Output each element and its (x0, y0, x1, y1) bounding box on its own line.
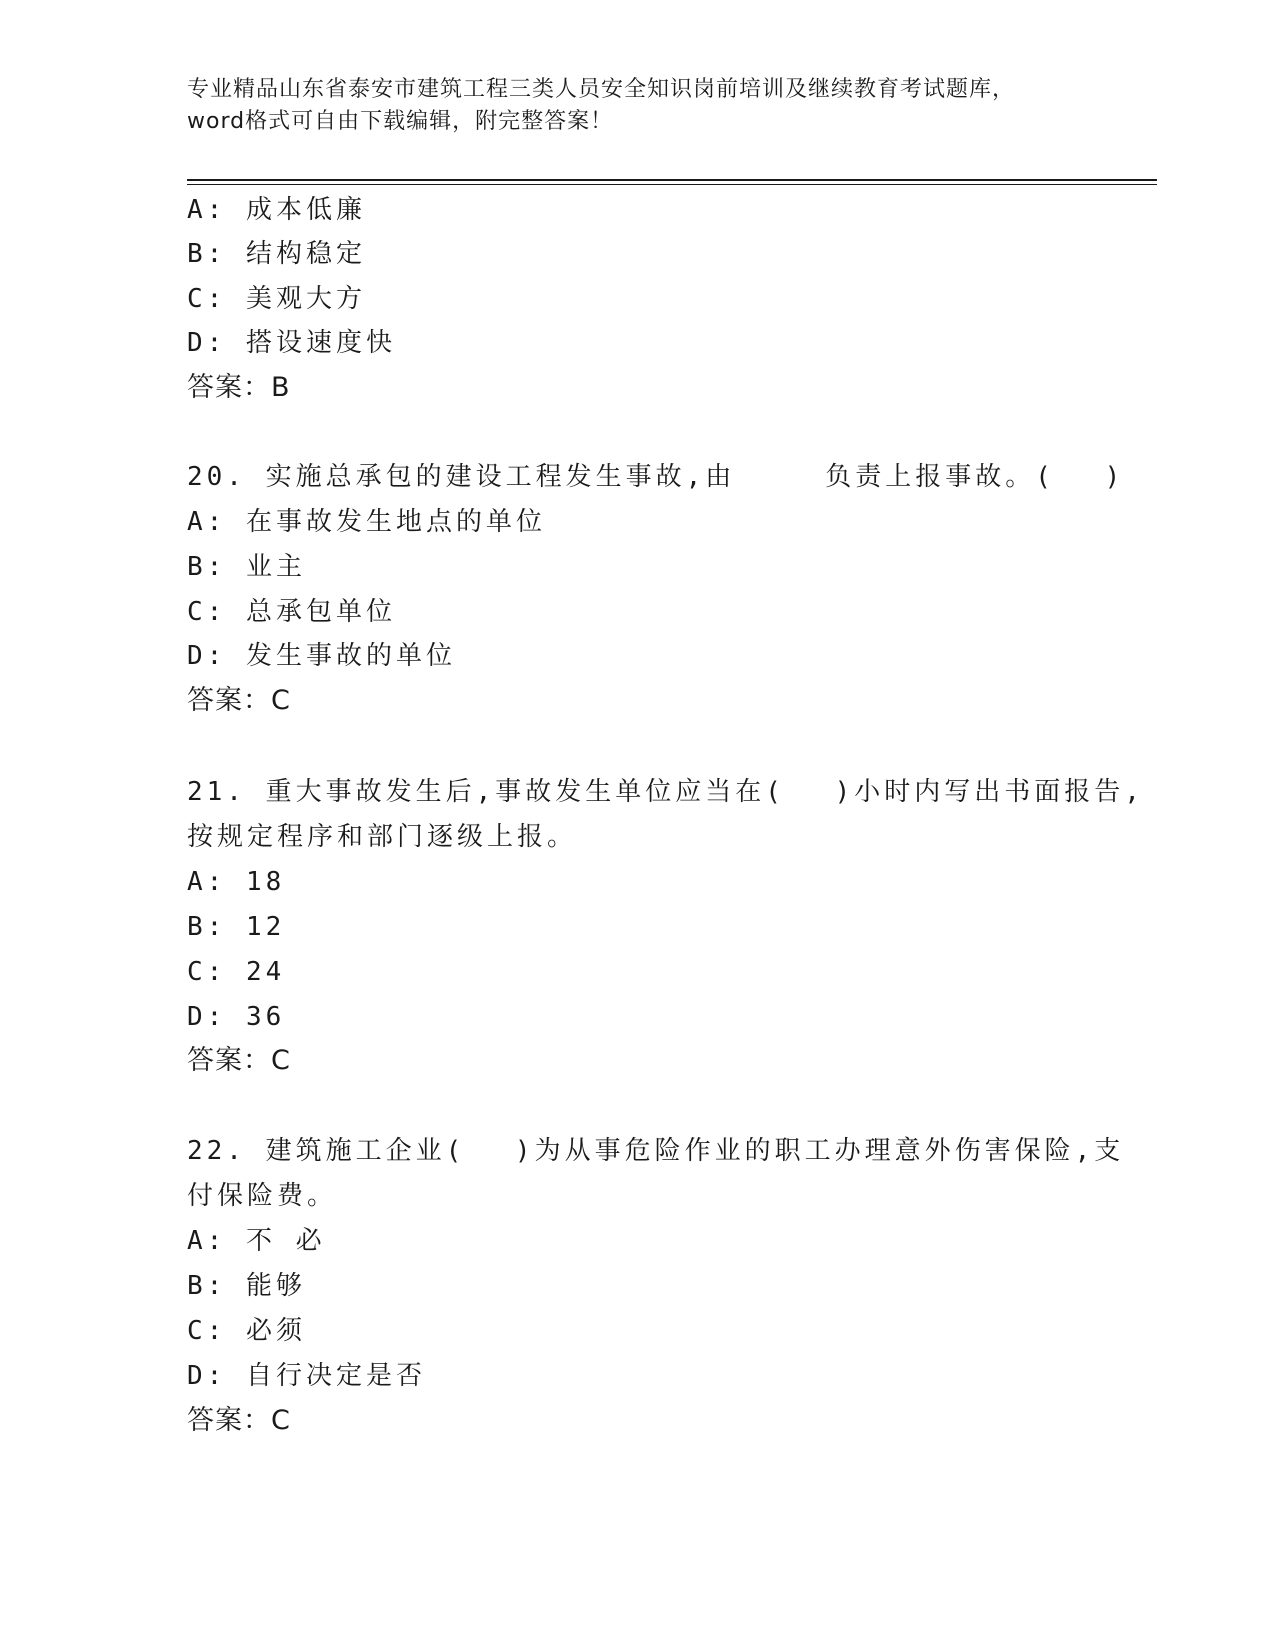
header-line-2: word格式可自由下载编辑，附完整答案！ (187, 109, 614, 134)
document-header (187, 74, 1087, 138)
header-line-1: 专业精品山东省泰安市建筑工程三类人员安全知识岗前培训及继续教育考试题库， (187, 77, 1016, 102)
option-d: D: 搭设速度快 (187, 328, 396, 358)
answer: 答案：C (187, 685, 291, 716)
option-a: A: 18 (187, 867, 286, 897)
header-divider-thin (187, 184, 1157, 185)
question-21-text-line-1: 21. 重大事故发生后,事故发生单位应当在( )小时内写出书面报告, (187, 777, 1144, 807)
option-c: C: 美观大方 (187, 284, 366, 314)
question-22-text-line-2: 付保险费。 (187, 1181, 338, 1211)
option-a: A: 成本低廉 (187, 195, 366, 225)
answer: 答案：B (187, 372, 291, 403)
option-c: C: 24 (187, 957, 286, 987)
option-b: B: 能够 (187, 1271, 306, 1301)
question-20-text: 20. 实施总承包的建设工程发生事故,由 负责上报事故。( ) (187, 462, 1125, 492)
option-d: D: 自行决定是否 (187, 1361, 426, 1391)
option-c: C: 必须 (187, 1316, 306, 1346)
answer: 答案：C (187, 1405, 291, 1436)
option-a: A: 在事故发生地点的单位 (187, 507, 546, 537)
option-d: D: 36 (187, 1002, 286, 1032)
option-b: B: 结构稳定 (187, 239, 366, 269)
question-22-text-line-1: 22. 建筑施工企业( )为从事危险作业的职工办理意外伤害保险,支 (187, 1136, 1125, 1166)
option-a: A: 不 必 (187, 1226, 326, 1256)
option-b: B: 12 (187, 912, 286, 942)
header-divider (187, 179, 1157, 181)
answer: 答案：C (187, 1045, 291, 1076)
option-b: B: 业主 (187, 552, 306, 582)
question-21-text-line-2: 按规定程序和部门逐级上报。 (187, 822, 578, 852)
option-d: D: 发生事故的单位 (187, 641, 456, 671)
option-c: C: 总承包单位 (187, 597, 396, 627)
